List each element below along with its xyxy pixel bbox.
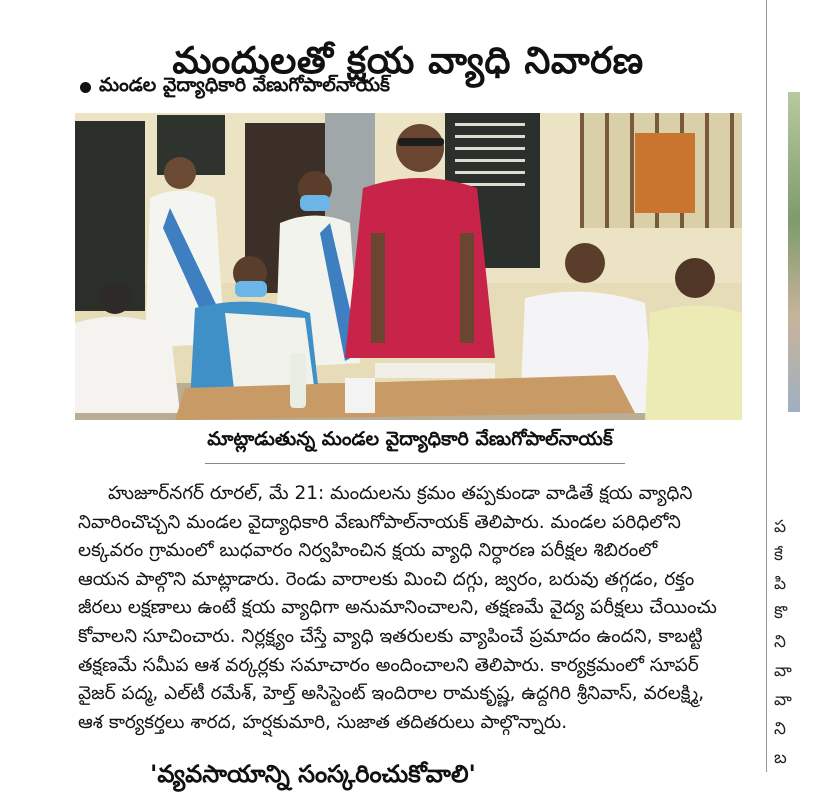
article-photo: [75, 113, 742, 420]
photo-illustration: [75, 113, 742, 420]
adjacent-article-column: [772, 0, 800, 772]
adjacent-text-fragment: ని: [774, 632, 786, 652]
photo-caption: మాట్లాడుతున్న మండల వైద్యాధికారి వేణుగోపాల్‌నాయక్: [207, 428, 613, 450]
article-line: కోవాలని సూచించారు. నిర్లక్ష్యం చేస్తే వ్యాధి ఇతరులకు వ్యాపించే ప్రమాదం ఉందని, కాబట్టి: [78, 625, 703, 647]
adjacent-text-fragment: వా: [774, 661, 792, 681]
article-body: [78, 480, 744, 737]
article-line: ఆయన పాల్గొని మాట్లాడారు. రెండు వారాలకు మించి దగ్గు, జ్వరం, బరువు తగ్గడం, రక్తం: [78, 568, 695, 590]
column-divider: [766, 0, 767, 772]
adjacent-text-fragment: ప: [774, 517, 787, 537]
article-line: లక్కవరం గ్రామంలో బుధవారం నిర్వహించిన క్షయ వ్యాధి నిర్ధారణ పరీక్షల శిబిరంలో: [78, 540, 658, 562]
adjacent-text-fragment: కొ: [774, 603, 788, 623]
byline-text: మండల వైద్యాధికారి వేణుగోపాల్‌నాయక్: [99, 74, 390, 96]
adjacent-text-fragment: ని: [774, 719, 786, 739]
article-headline: మందులతో క్షయ వ్యాధి నివారణ: [172, 38, 644, 82]
adjacent-text-fragment: కే: [774, 545, 783, 565]
adjacent-photo-edge: [788, 92, 800, 412]
next-article-headline: 'వ్యవసాయాన్ని సంస్కరించుకోవాలి': [150, 760, 476, 788]
article-line: హుజూర్‌నగర్ రూరల్, మే 21: మందులను క్రమం తప్పకుండా వాడితే క్షయ వ్యాధిని: [108, 483, 693, 504]
adjacent-text-fragment: బ: [774, 748, 787, 768]
article-line: తక్షణమే సమీప ఆశ వర్కర్లకు సమాచారం అందించాలని తెలిపారు. కార్యక్రమంలో సూపర్: [78, 654, 699, 676]
article-line: వైజర్ పద్మ, ఎల్‌టీ రమేశ్, హెల్త్ అసిస్టెంట్ ఇందిరాల రామకృష్ణ, ఉద్దగిరి శ్రీనివాస్, వరలక్ష్మి,: [78, 683, 705, 705]
adjacent-text-fragment: పి: [774, 574, 787, 594]
bullet-icon: [80, 82, 91, 93]
article-line: జీరలు లక్షణాలు ఉంటే క్షయ వ్యాధిగా అనుమానించాలని, తక్షణమే వైద్య పరీక్షలు చేయించు: [78, 597, 717, 619]
caption-rule: [205, 463, 625, 464]
article-byline: [80, 74, 390, 101]
article-line: నివారించొచ్చని మండల వైద్యాధికారి వేణుగోపాల్‌నాయక్ తెలిపారు. మండల పరిధిలోని: [78, 511, 681, 533]
article-line: ఆశ కార్యకర్తలు శారద, హర్షకుమారి, సుజాత తదితరులు పాల్గొన్నారు.: [78, 711, 568, 733]
adjacent-text-fragment: వా: [774, 690, 792, 710]
